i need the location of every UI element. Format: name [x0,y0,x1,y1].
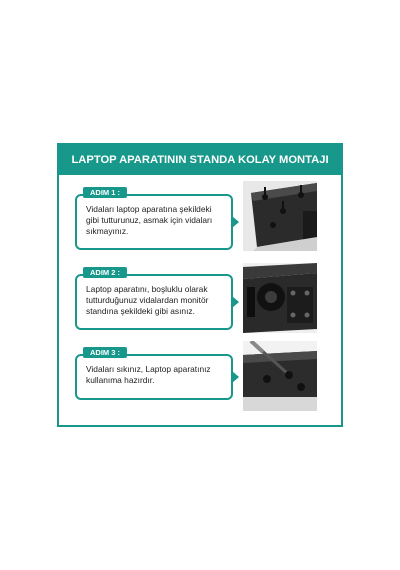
step-1-label: ADIM 1 : [83,187,127,198]
step-2-photo [243,263,317,333]
card-title: LAPTOP APARATININ STANDA KOLAY MONTAJI [59,145,341,175]
step-2-text: Laptop aparatını, boşluklu olarak tutturduğunuz vidalardan monitör standına şekildeki gibi asınız. [75,274,233,330]
step-1-photo [243,181,317,251]
step-3-label: ADIM 3 : [83,347,127,358]
step-1-text: Vidaları laptop aparatına şekildeki gibi tutturunuz, asmak için vidaları sıkmayınız. [75,194,233,250]
instruction-card [57,143,343,427]
step-2-label: ADIM 2 : [83,267,127,278]
step-3-photo [243,341,317,411]
step-3-text: Vidaları sıkınız, Laptop aparatınız kullanıma hazırdır. [75,354,233,400]
